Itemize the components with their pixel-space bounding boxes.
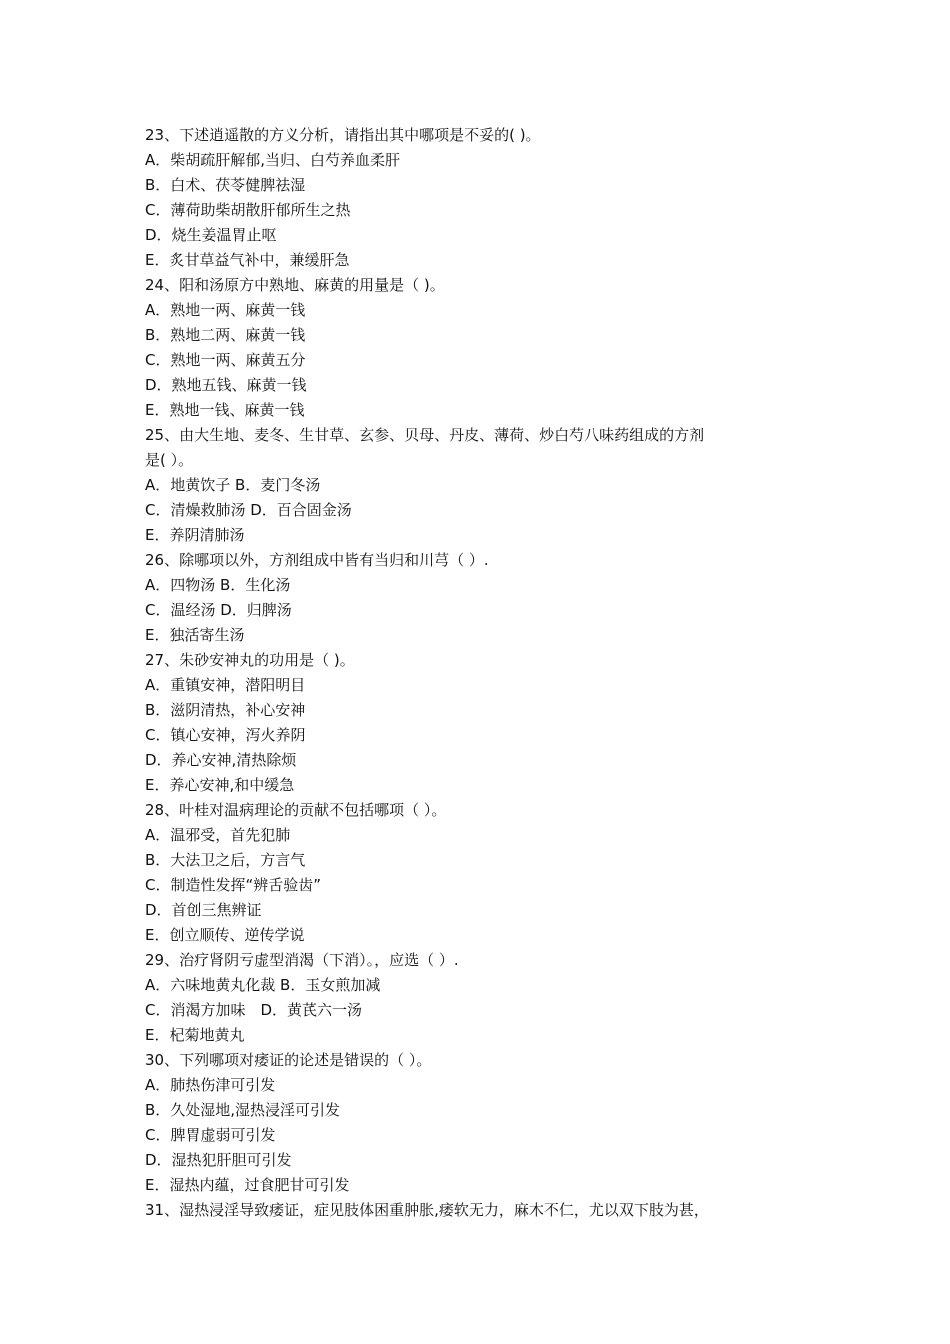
question-30-option-d: D．湿热犯肝胆可引发 (145, 1151, 292, 1169)
question-31-stem: 31、湿热浸淫导致痿证，症见肢体困重肿胀,痿软无力，麻木不仁，尤以双下肢为甚， (145, 1201, 709, 1219)
question-24-option-d: D．熟地五钱、麻黄一钱 (145, 376, 307, 394)
question-30-option-e: E．湿热内蕴，过食肥甘可引发 (145, 1176, 350, 1194)
question-29-options-cd: C．消渴方加味 D．黄芪六一汤 (145, 1001, 363, 1019)
question-25-stem: 25、由大生地、麦冬、生甘草、玄参、贝母、丹皮、薄荷、炒白芍八味药组成的方剂 (145, 426, 705, 444)
question-28-option-e: E．创立顺传、逆传学说 (145, 926, 305, 944)
question-24-option-c: C．熟地一两、麻黄五分 (145, 351, 306, 369)
question-25-option-e: E．养阴清肺汤 (145, 526, 245, 544)
question-29-options-ab: A．六味地黄丸化裁 B．玉女煎加减 (145, 976, 381, 994)
question-28-option-a: A．温邪受，首先犯肺 (145, 826, 291, 844)
question-25-stem-continued: 是( ）。 (145, 451, 194, 469)
question-26-stem: 26、除哪项以外，方剂组成中皆有当归和川芎（ ）. (145, 551, 489, 569)
question-25-options-cd: C．清燥救肺汤 D．百合固金汤 (145, 501, 352, 519)
question-23-option-a: A．柴胡疏肝解郁,当归、白芍养血柔肝 (145, 151, 401, 169)
question-30-option-b: B．久处湿地,湿热浸淫可引发 (145, 1101, 341, 1119)
question-27-option-e: E．养心安神,和中缓急 (145, 776, 295, 794)
question-27-option-d: D．养心安神,清热除烦 (145, 751, 297, 769)
question-29-option-e: E．杞菊地黄丸 (145, 1026, 245, 1044)
question-28-option-b: B．大法卫之后，方言气 (145, 851, 306, 869)
question-28-option-d: D．首创三焦辨证 (145, 901, 262, 919)
question-27-option-a: A．重镇安神，潜阳明目 (145, 676, 306, 694)
question-28-stem: 28、叶桂对温病理论的贡献不包括哪项（ ）。 (145, 801, 447, 819)
question-23-option-d: D．烧生姜温胃止呕 (145, 226, 277, 244)
question-30-option-a: A．肺热伤津可引发 (145, 1076, 276, 1094)
question-26-options-cd: C．温经汤 D．归脾汤 (145, 601, 292, 619)
question-24-option-e: E．熟地一钱、麻黄一钱 (145, 401, 305, 419)
question-28-option-c: C．制造性发挥“辨舌验齿” (145, 876, 322, 894)
question-23-option-e: E．炙甘草益气补中，兼缓肝急 (145, 251, 350, 269)
question-30-stem: 30、下列哪项对痿证的论述是错误的（ ）。 (145, 1051, 432, 1069)
question-23-option-b: B．白术、茯苓健脾祛湿 (145, 176, 306, 194)
question-26-options-ab: A．四物汤 B．生化汤 (145, 576, 291, 594)
question-23-stem: 23、下述逍遥散的方义分析，请指出其中哪项是不妥的( )。 (145, 126, 541, 144)
question-25-options-ab: A．地黄饮子 B．麦门冬汤 (145, 476, 321, 494)
question-30-option-c: C．脾胃虚弱可引发 (145, 1126, 276, 1144)
question-26-option-e: E．独活寄生汤 (145, 626, 245, 644)
question-23-option-c: C．薄荷助柴胡散肝郁所生之热 (145, 201, 351, 219)
question-29-stem: 29、治疗肾阴亏虚型消渴（下消）。，应选（ ）. (145, 951, 459, 969)
question-27-stem: 27、朱砂安神丸的功用是（ )。 (145, 651, 355, 669)
question-24-option-b: B．熟地二两、麻黄一钱 (145, 326, 306, 344)
question-27-option-b: B．滋阴清热，补心安神 (145, 701, 306, 719)
question-24-stem: 24、阳和汤原方中熟地、麻黄的用量是（ )。 (145, 276, 445, 294)
document-body (145, 123, 815, 1223)
question-27-option-c: C．镇心安神，泻火养阴 (145, 726, 306, 744)
question-24-option-a: A．熟地一两、麻黄一钱 (145, 301, 306, 319)
